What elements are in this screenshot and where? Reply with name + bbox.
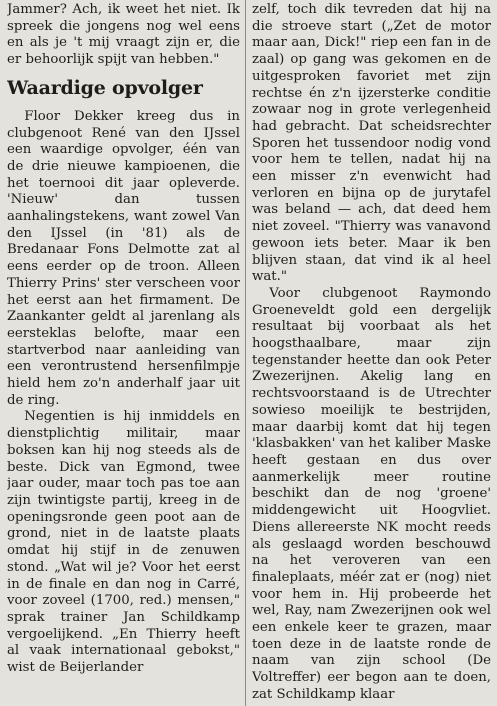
article-paragraph: Voor clubgenoot Raymondo Groeneveldt gold een dergelijk resultaat bij voorbaat als het hoogsthaalbare, maar zijn tegenstander heette dan ook Peter Zwezerijnen. Akelig lang en rechtsvoorstaand is de Utrechter sowieso moeilijk te bestrijden, maar daarbij komt dat hij tegen 'klasbakken' van het kaliber Maske heeft gestaan en dus over aanmerkelijk meer routine beschikt dan de nog 'groene' middengewicht uit Hoogvliet. Diens allereerste NK mocht reeds als geslaagd worden beschouwd na het veroveren van een finaleplaats, méér zat er (nog) niet voor hem in. Hij probeerde het wel, Ray, nam Zwezerijnen ook wel een enkele keer te grazen, maar toen deze in de laatste ronde de naam van zijn school (De Voltreffer) eer begon aan te doen, zat Schildkamp klaar [252, 285, 491, 702]
article-paragraph: Floor Dekker kreeg dus in clubgenoot René van den IJssel een waardige opvolger, één van de drie nieuwe kampioenen, die het toernooi dit jaar opleverde. 'Nieuw' dan tussen aanhalingstekens, want zowel Van den IJssel (in '81) als de Bredanaar Fons Delmotte zat al eens eerder op de troon. Alleen Thierry Prins' ster verscheen voor het eerst aan het firmament. De Zaankanter geldt al jarenlang als eersteklas belofte, maar een startverbod naar aanleiding van een verontrustend hersenfilmpje hield hem zo'n anderhalf jaar uit de ring. [7, 108, 240, 408]
column-divider [245, 0, 246, 706]
article-paragraph: zelf, toch dik tevreden dat hij na die stroeve start („Zet de motor maar aan, Dick!" riep een fan in de zaal) op gang was gekomen en de uitgesproken favoriet met zijn rechtse én z'n ijzersterke conditie zowaar nog in grote verlegenheid had gebracht. Dat scheidsrechter Sporen het tussendoor nodig vond voor hem te tellen, nadat hij na een misser z'n evenwicht had verloren en bijna op de jurytafel was beland — ach, dat deed hem niet zoveel. "Thierry was vanavond gewoon iets beter. Maar ik ben blijven staan, dat vind ik al heel wat." [252, 2, 491, 285]
left-column [7, 2, 240, 706]
article-paragraph: Negentien is hij inmiddels en dienstplichtig militair, maar boksen kan hij nog steeds als de beste. Dick van Egmond, twee jaar ouder, maar toch pas toe aan zijn twintigste partij, kreeg in de openingsronde geen poot aan de grond, niet in de laatste plaats omdat hij stijf in de zenuwen stond. „Wat wil je? Voor het eerst in de finale en dan nog in Carré, voor zoveel (1700, red.) mensen," sprak trainer Jan Schildkamp vergoelijkend. „En Thierry heeft al vaak internationaal gebokst," wist de Beijerlander [7, 409, 240, 676]
section-heading: Waardige opvolger [7, 76, 203, 99]
right-column [252, 2, 491, 706]
intro-paragraph: Jammer? Ach, ik weet het niet. Ik spreek die jongens nog wel eens en als je 't mij vraagt zijn er, die er behoorlijk spijt van hebben." [7, 2, 240, 68]
